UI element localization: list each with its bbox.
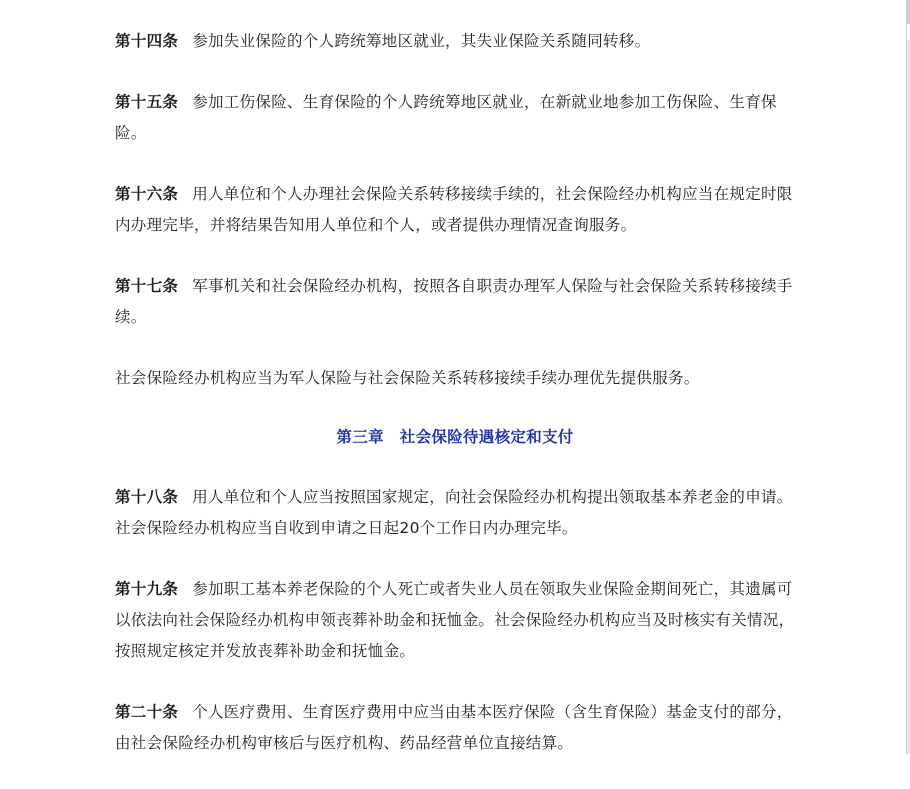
article-text: 参加工伤保险、生育保险的个人跨统筹地区就业，在新就业地参加工伤保险、生育保险。 xyxy=(115,93,777,142)
article-paragraph xyxy=(115,697,795,759)
article-paragraph xyxy=(115,26,795,57)
article-label: 第十四条 xyxy=(115,32,179,50)
article-text: 个人医疗费用、生育医疗费用中应当由基本医疗保险（含生育保险）基金支付的部分，由社会保险经办机构审核后与医疗机构、药品经营单位直接结算。 xyxy=(115,703,793,752)
chapter-heading xyxy=(115,422,795,453)
article-paragraph xyxy=(115,574,795,667)
article-text: 用人单位和个人办理社会保险关系转移接续手续的，社会保险经办机构应当在规定时限内办理完毕，并将结果告知用人单位和个人，或者提供办理情况查询服务。 xyxy=(115,185,793,234)
chapter-number: 第三章 xyxy=(336,428,384,446)
article-label: 第十七条 xyxy=(115,277,179,295)
article-text: 参加失业保险的个人跨统筹地区就业，其失业保险关系随同转移。 xyxy=(192,32,651,50)
chapter-title: 社会保险待遇核定和支付 xyxy=(399,428,574,446)
plain-paragraph: 社会保险经办机构应当为军人保险与社会保险关系转移接续手续办理优先提供服务。 xyxy=(115,369,700,387)
article-label: 第二十条 xyxy=(115,703,179,721)
article-label: 第十八条 xyxy=(115,488,179,506)
article-label: 第十五条 xyxy=(115,93,179,111)
document-content xyxy=(115,26,795,789)
article-text: 军事机关和社会保险经办机构，按照各自职责办理军人保险与社会保险关系转移接续手续。 xyxy=(115,277,793,326)
article-label: 第十九条 xyxy=(115,580,179,598)
article-paragraph xyxy=(115,271,795,333)
article-text: 参加职工基本养老保险的个人死亡或者失业人员在领取失业保险金期间死亡，其遗属可以依法向社会保险经办机构申领丧葬补助金和抚恤金。社会保险经办机构应当及时核实有关情况，按照规定核定并发放丧葬补助金和抚恤金。 xyxy=(115,580,795,660)
article-paragraph xyxy=(115,482,795,544)
article-text: 用人单位和个人应当按照国家规定，向社会保险经办机构提出领取基本养老金的申请。社会保险经办机构应当自收到申请之日起20个工作日内办理完毕。 xyxy=(115,488,793,537)
article-paragraph xyxy=(115,87,795,149)
article-label: 第十六条 xyxy=(115,185,179,203)
article-paragraph xyxy=(115,179,795,241)
